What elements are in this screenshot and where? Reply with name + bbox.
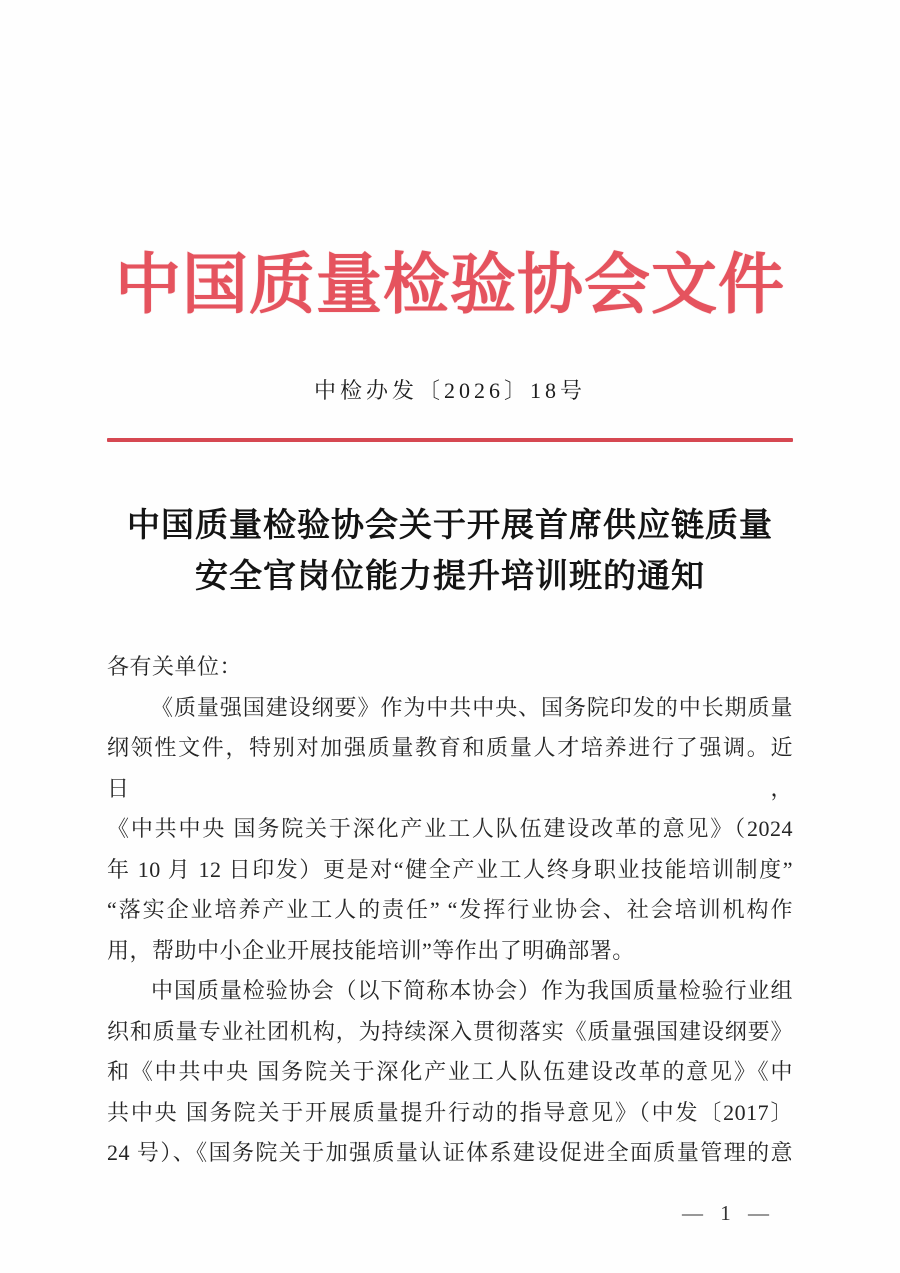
body-line: 《中共中央 国务院关于深化产业工人队伍建设改革的意见》（2024 (107, 816, 793, 841)
document-title-line-2: 安全官岗位能力提升培训班的通知 (195, 559, 705, 595)
document-body (107, 647, 793, 1174)
body-line: 24 号）、《国务院关于加强质量认证体系建设促进全面质量管理的意 (107, 1140, 793, 1165)
body-line: 用，帮助中小企业开展技能培训”等作出了明确部署。 (107, 937, 635, 963)
page-footer (107, 1199, 793, 1227)
body-line: 和《中共中央 国务院关于深化产业工人队伍建设改革的意见》《中 (107, 1059, 793, 1084)
red-divider-line (107, 438, 793, 442)
body-line: 共中央 国务院关于开展质量提升行动的指导意见》（中发〔2017〕 (107, 1099, 793, 1125)
body-line: 《质量强国建设纲要》作为中共中央、国务院印发的中长期质量 (151, 694, 793, 720)
document-title-line-1: 中国质量检验协会关于开展首席供应链质量 (127, 508, 773, 544)
page-number: — 1 — (682, 1200, 775, 1225)
body-line: 中国质量检验协会（以下简称本协会）作为我国质量检验行业组 (151, 978, 793, 1003)
document-title (100, 501, 800, 603)
org-header-title: 中国质量检验协会文件 (115, 249, 785, 322)
body-line: 年 10 月 12 日印发）更是对“健全产业工人终身职业技能培训制度” (107, 856, 793, 882)
body-line: “落实企业培养产业工人的责任” “发挥行业协会、社会培训机构作 (107, 897, 793, 922)
salutation: 各有关单位： (107, 654, 243, 679)
body-line: 织和质量专业社团机构，为持续深入贯彻落实《质量强国建设纲要》 (107, 1018, 793, 1044)
doc-number: 中检办发〔2026〕18号 (313, 378, 586, 403)
body-line: 纲领性文件，特别对加强质量教育和质量人才培养进行了强调。近日， (107, 735, 793, 801)
